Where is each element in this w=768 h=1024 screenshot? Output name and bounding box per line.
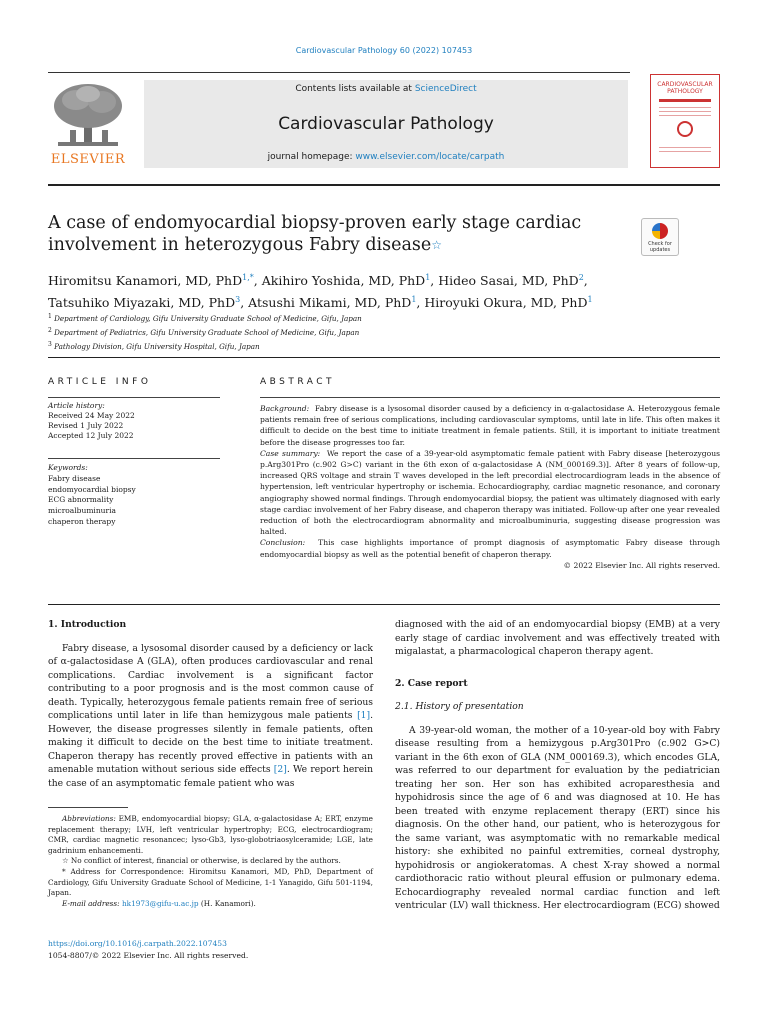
- cover-line: [659, 111, 711, 112]
- homepage-link[interactable]: www.elsevier.com/locate/carpath: [355, 152, 505, 162]
- author-name: Tatsuhiko Miyazaki, MD, PhD: [48, 295, 236, 310]
- reference-link[interactable]: [1]: [357, 710, 371, 721]
- accepted-date: Accepted 12 July 2022: [48, 431, 134, 440]
- keywords: [48, 463, 220, 528]
- abstract-background: [260, 403, 720, 448]
- author-name: Hideo Sasai, MD, PhD: [438, 273, 579, 288]
- article-info-rule: [48, 397, 220, 398]
- journal-cover-thumbnail[interactable]: [650, 74, 720, 168]
- article-info-heading: ARTICLE INFO: [48, 377, 152, 387]
- abstract-conclusion: [260, 537, 720, 559]
- keyword: Fabry disease: [48, 473, 101, 483]
- tree-icon: [48, 80, 128, 150]
- abstract-rule: [260, 397, 720, 398]
- footnote-address: * Address for Correspondence: Hiromitsu Kanamori, MD, PhD, Department of Cardiology, Gifu University Graduate School of Medicine, 1-1 Yanagido, Gifu 501-1194, Japan.: [48, 866, 373, 898]
- author: [48, 273, 262, 288]
- article-history: [48, 401, 220, 441]
- author-affil-sup[interactable]: 3: [235, 295, 241, 304]
- author-affil-sup[interactable]: 1: [587, 295, 593, 304]
- keywords-rule: [48, 458, 220, 459]
- affiliation-number: 2: [48, 327, 52, 334]
- cover-title: CARDIOVASCULAR PATHOLOGY: [657, 81, 713, 95]
- body-column-right: [395, 618, 720, 913]
- intro-heading: 1. Introduction: [48, 619, 127, 630]
- footnote-rule: [48, 807, 128, 808]
- affiliation: [48, 325, 688, 339]
- footnote-label: E-mail address:: [62, 898, 120, 908]
- affiliation-number: 3: [48, 341, 52, 348]
- intro-continuation: diagnosed with the aid of an endomyocardial biopsy (EMB) at a very early stage of cardiac involvement and was effectively treated with migalastat, a pharmacological chaperon therapy agent.: [395, 619, 720, 657]
- title-footnote-star[interactable]: ☆: [431, 238, 443, 252]
- affiliation-text: Department of Pediatrics, Gifu University Graduate School of Medicine, Gifu, Japan: [54, 328, 360, 337]
- journal-banner: [144, 80, 628, 168]
- abstract-label: Background:: [260, 404, 310, 413]
- abstract-text: This case highlights importance of prompt diagnosis of asymptomatic Fabry disease through endomyocardial biopsy as well as the potential benefit of chaperon therapy.: [260, 538, 720, 559]
- author-name: Akihiro Yoshida, MD, PhD: [261, 273, 426, 288]
- cover-line: [659, 147, 711, 148]
- keyword: microalbuminuria: [48, 506, 116, 516]
- abstract-heading: ABSTRACT: [260, 377, 336, 387]
- author: [48, 295, 248, 310]
- author-affil-sup[interactable]: 2: [578, 273, 584, 282]
- cover-line: [659, 115, 711, 116]
- author: [248, 295, 424, 310]
- cover-line: [659, 151, 711, 152]
- author: [262, 273, 439, 288]
- author-separator: ,: [240, 295, 249, 310]
- footnote-label: Abbreviations:: [62, 814, 116, 823]
- keywords-label: Keywords:: [48, 463, 88, 472]
- section-rule: [48, 357, 720, 358]
- check-updates-icon: [652, 223, 668, 239]
- author-name: Hiromitsu Kanamori, MD, PhD: [48, 273, 243, 288]
- article-title: [48, 212, 608, 256]
- revised-date: Revised 1 July 2022: [48, 421, 124, 430]
- contents-line: [144, 84, 628, 94]
- history-subheading: 2.1. History of presentation: [395, 701, 524, 712]
- issn-copyright: 1054-8807/© 2022 Elsevier Inc. All rights reserved.: [48, 951, 249, 960]
- affiliation-text: Department of Cardiology, Gifu University Graduate School of Medicine, Gifu, Japan: [54, 314, 362, 323]
- abstract-label: Conclusion:: [260, 538, 306, 548]
- affiliation-number: 1: [48, 313, 52, 320]
- journal-citation[interactable]: Cardiovascular Pathology 60 (2022) 107453: [295, 46, 473, 55]
- footnote-text: EMB, endomyocardial biopsy; GLA, α-galactosidase A; ERT, enzyme replacement therapy; LVH, left ventricular hypertrophy; ECG, electrocardiogram; CMR, cardiac magnetic resonancec; lyso-Gb3, lyso-globotriaosylceramide; LGE, late gadrinium enhancementi.: [48, 814, 373, 855]
- keyword: chaperon therapy: [48, 516, 116, 526]
- article-title-text: A case of endomyocardial biopsy-proven early stage cardiac involvement in heterozygous Fabry disease: [48, 213, 582, 255]
- keyword: endomyocardial biopsy: [48, 484, 136, 494]
- author-affil-sup[interactable]: 1,*: [242, 273, 254, 282]
- author-separator: ,: [430, 273, 439, 288]
- history-label: Article history:: [48, 401, 105, 410]
- author: [438, 273, 588, 288]
- case-report-heading: 2. Case report: [395, 677, 468, 689]
- abstract-copyright: © 2022 Elsevier Inc. All rights reserved.: [563, 560, 720, 570]
- abstract-label: Case summary:: [260, 448, 321, 458]
- contents-prefix: Contents lists available at: [295, 84, 415, 94]
- author-affil-sup[interactable]: 1: [425, 273, 431, 282]
- doi-link[interactable]: https://doi.org/10.1016/j.carpath.2022.107453: [48, 939, 227, 948]
- intro-text: . We report herein the case of an asymptomatic female patient who was: [48, 764, 373, 789]
- author-name: Hiroyuki Okura, MD, PhD: [424, 295, 588, 310]
- received-date: Received 24 May 2022: [48, 411, 135, 420]
- intro-text: . However, the disease progresses silently in female patients, often making it difficult to decide on the best time to initiate treatment. Chaperon therapy has recently proved effective in patients with an amenable mutation without serious side effects: [48, 710, 373, 775]
- abstract-case: [260, 448, 720, 538]
- header-rule: [48, 72, 630, 73]
- footnote-abbreviations: [48, 814, 373, 856]
- footnote-conflict: ☆ No conflict of interest, financial or otherwise, is declared by the authors.: [62, 856, 341, 866]
- footnotes: [48, 814, 373, 909]
- abstract-body: [260, 403, 720, 571]
- check-for-updates-badge[interactable]: [641, 218, 679, 256]
- header-bottom-rule: [48, 184, 720, 186]
- body-rule: [48, 604, 720, 605]
- author-name: Atsushi Mikami, MD, PhD: [248, 295, 412, 310]
- sciencedirect-link[interactable]: ScienceDirect: [414, 84, 477, 94]
- author-separator: ,: [416, 295, 425, 310]
- author-affil-sup[interactable]: 1: [411, 295, 417, 304]
- affiliations: [48, 311, 688, 353]
- author-separator: ,: [253, 273, 262, 288]
- keyword: ECG abnormality: [48, 495, 114, 505]
- abstract-text: Fabry disease is a lysosomal disorder caused by a deficiency in α-galactosidase A. Heterozygous female patients remain free of serious complications, including cardiovascular symptoms, until late in life. This often makes it difficult to decide on the best time to initiate treatment in female patients. Still, it is important to initiate treatment before the disease progresses too far.: [260, 404, 720, 447]
- affiliation: [48, 311, 688, 325]
- body-column-left: [48, 618, 373, 790]
- abstract-text: We report the case of a 39-year-old asymptomatic female patient with Fabry disease [heterozygous p.Arg301Pro (c.902 G>C) variant in the 6th exon of α-galactosidase A (NM_000169.3)]. After 8 years of follow-up, increased QRS voltage and strain T waves developed in the left precordial electrocardiogram leads in the absence of hypertension, left ventricular hypertrophy or ischemia. Echocardiography, cardiac magnetic resonance, and coronary angiography showed normal findings. Through endomyocardial biopsy, the patient was ultimately diagnosed with early stage cardiac involvement of her Fabry disease, and chaperon therapy was initiated. Follow-up after one year revealed reduction of both the electrocardiogram abnormality and microalbuminuria, suggesting disease progression was halted.: [260, 448, 721, 537]
- check-updates-label: Check for updates: [648, 241, 672, 253]
- author-list: [48, 268, 688, 312]
- email-link[interactable]: hk1973@gifu-u.ac.jp: [121, 898, 199, 908]
- reference-link[interactable]: [2]: [273, 764, 287, 775]
- author: [424, 295, 592, 310]
- author-separator: ,: [583, 273, 588, 288]
- elsevier-wordmark: ELSEVIER: [50, 152, 126, 167]
- homepage-prefix: journal homepage:: [267, 152, 356, 162]
- footnote-text: (H. Kanamori).: [200, 898, 256, 908]
- case-paragraph: A 39-year-old woman, the mother of a 10-year-old boy with Fabry disease resulting from a hemizygous p.Arg301Pro (c.902 G>C) variant in the 6th exon of GLA (NM_000169.3), which encodes GLA, was referred to our department for evaluation by the pediatrician treating her son. Her son has exhibited acroparesthesia and hypohidrosis since the age of 6 and was diagnosed at 10. He has been treated with enzyme replacement therapy (ERT) since his diagnosis. On the other hand, our patient, who is heterozygous for the same variant, was asymptomatic with no remarkable medical history: she exhibited no painful extremities, corneal dystrophy, hypohidrosis or angiokeratomas. A chest X-ray showed a normal cardiothoracic ratio without pleural effusion or pulmonary edema. Echocardiography revealed normal cardiac function and left ventricular (LV) wall thickness. Her electrocardiogram (ECG) showed: [395, 724, 720, 911]
- affiliation-text: Pathology Division, Gifu University Hospital, Gifu, Japan: [54, 342, 260, 351]
- intro-text: Fabry disease, a lysosomal disorder caused by a deficiency or lack of α-galactosidase A (GLA), often produces cardiovascular and renal complications. Cardiac involvement is a significant factor contributing to a poor prognosis and is the most common cause of death. Typically, heterozygous female patients remain free of serious complications until later in life than hemizygous male patients: [48, 642, 373, 721]
- footnote-email: [48, 899, 373, 910]
- cover-seal-icon: [677, 121, 693, 137]
- intro-paragraph: [48, 642, 373, 791]
- homepage-line: [144, 152, 628, 162]
- affiliation: [48, 339, 688, 353]
- cover-bar: [659, 99, 711, 102]
- cover-line: [659, 107, 711, 108]
- journal-title: Cardiovascular Pathology: [278, 114, 494, 134]
